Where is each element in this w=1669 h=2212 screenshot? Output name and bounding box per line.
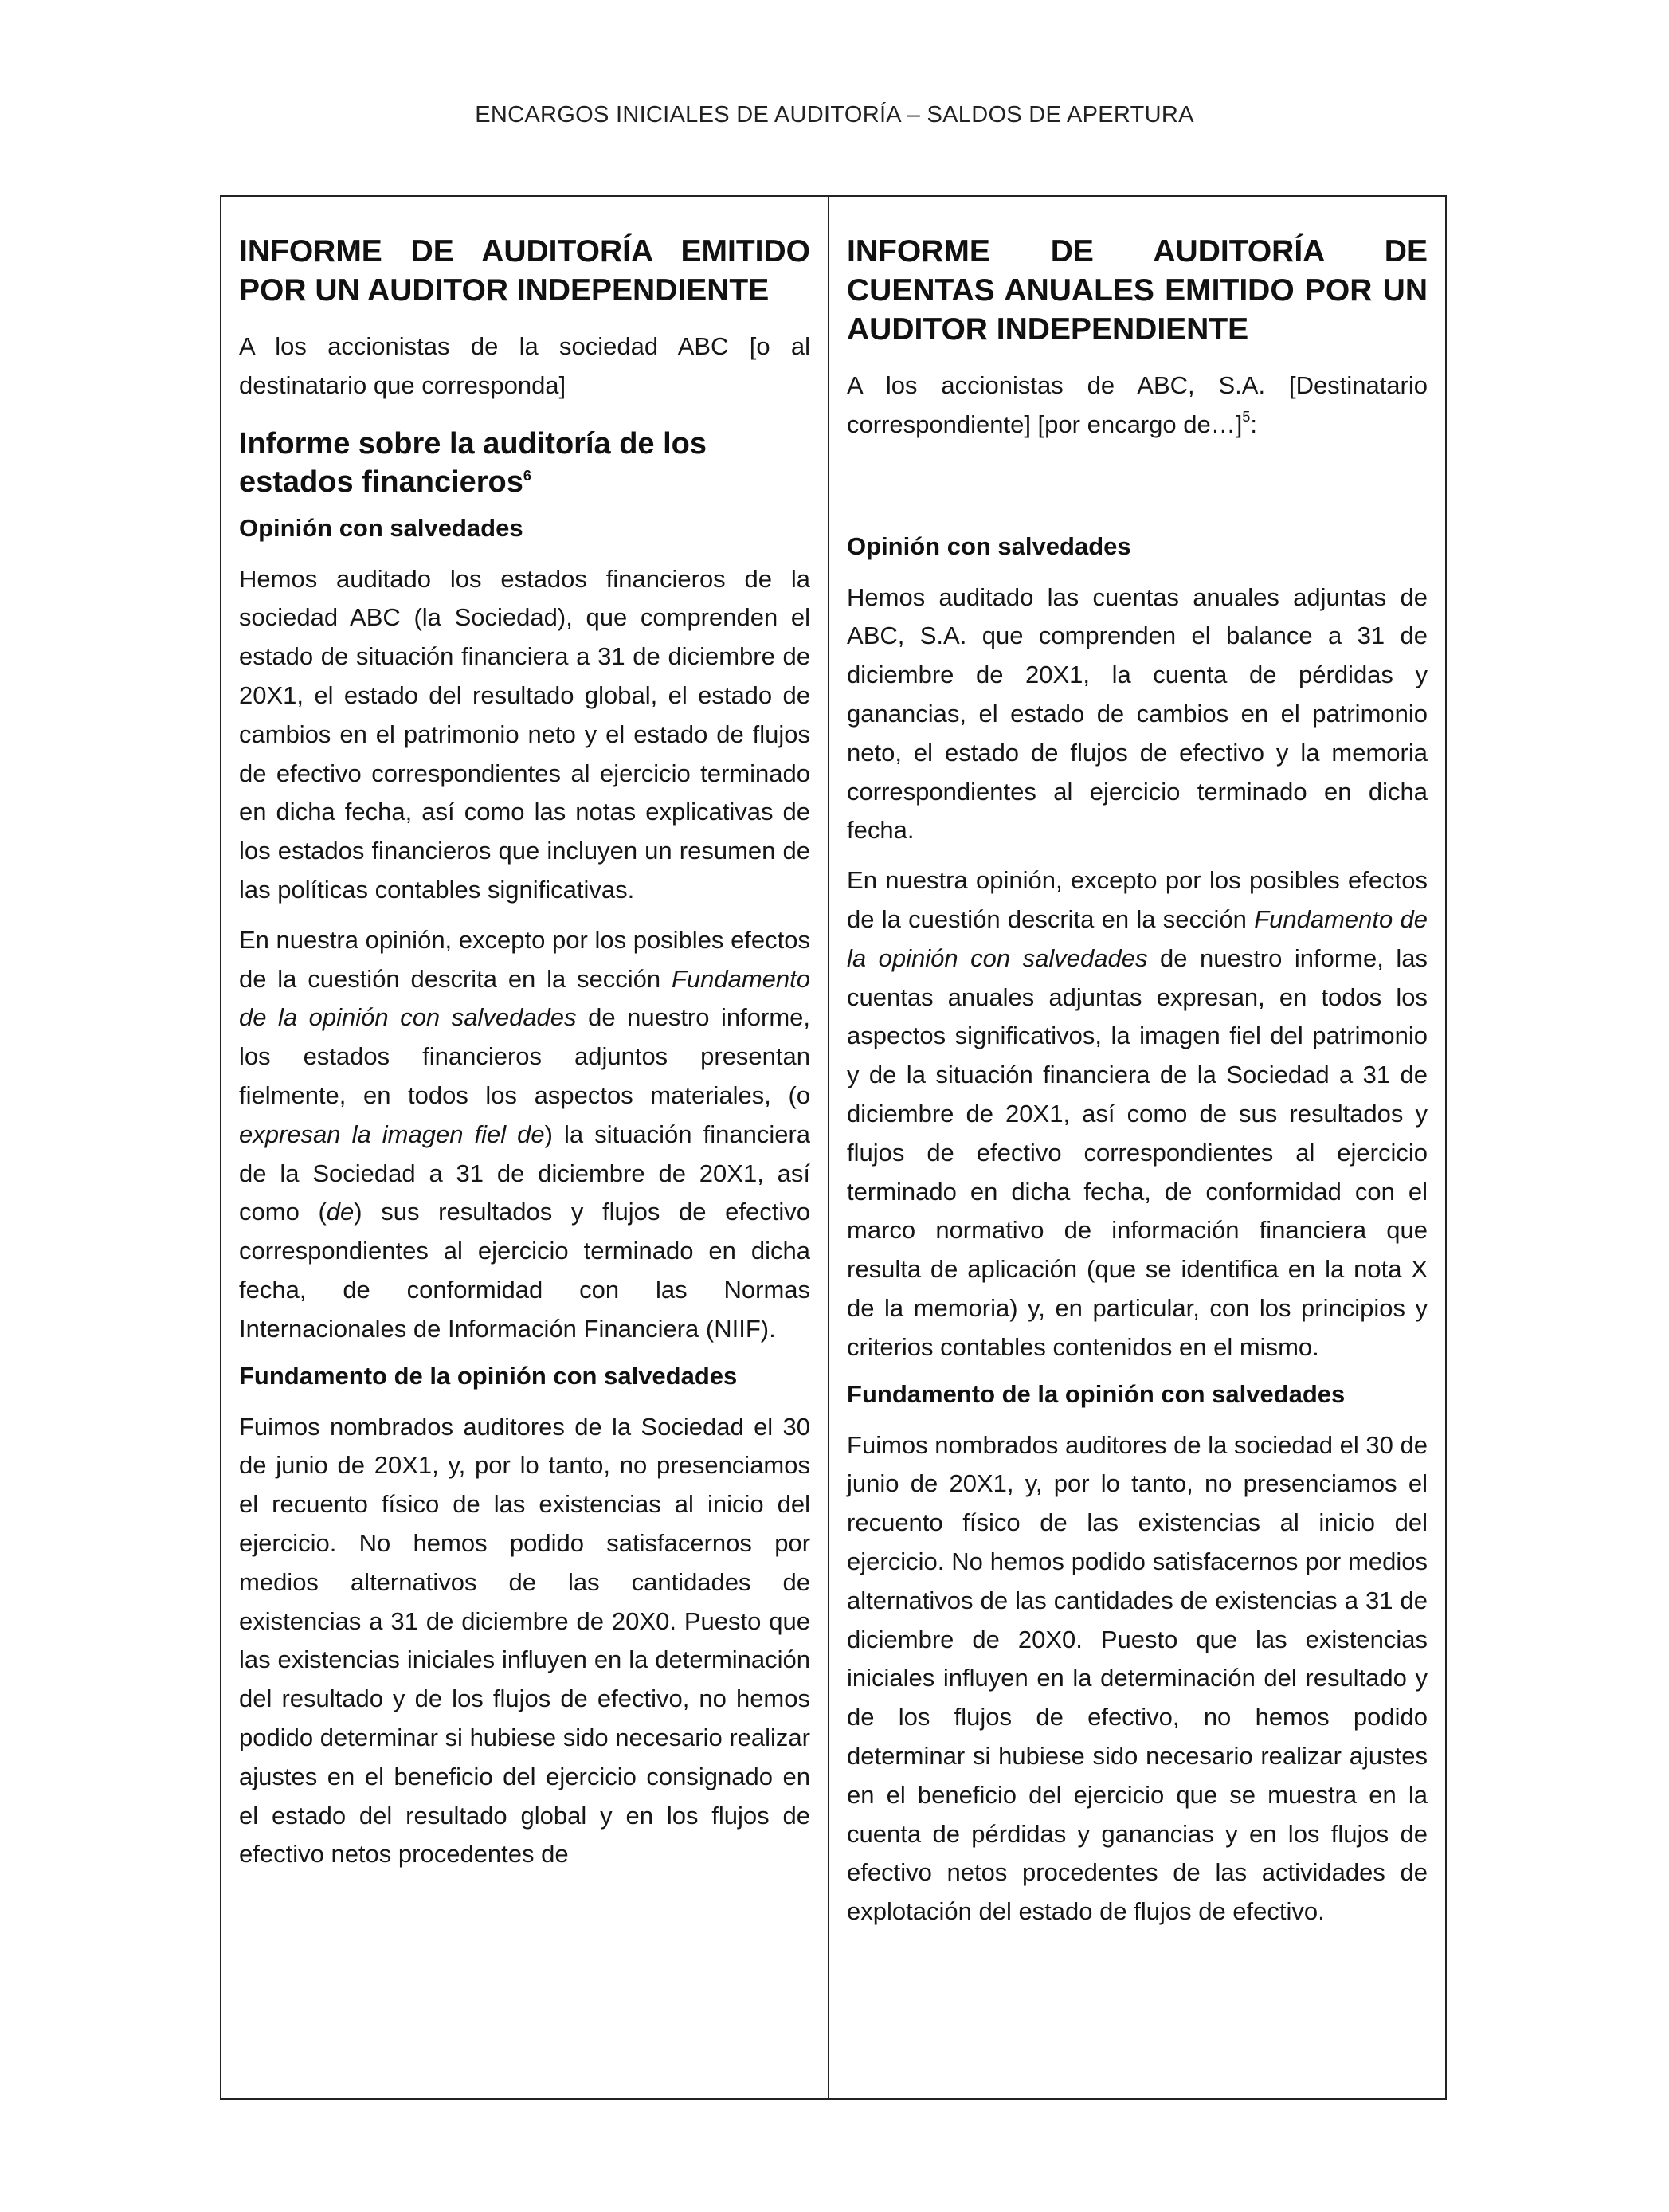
left-op2-italic-d: expresan la imagen fiel de [239,1120,545,1148]
comparison-table [220,195,1447,2100]
left-opinion-paragraph-1: Hemos auditado los estados financieros de la sociedad ABC (la Sociedad), que comprenden el estado de situación financiera a 31 de diciembre de 20X1, el estado del resultado global, el estado de cambios en el patrimonio neto y el estado de flujos de efectivo correspondientes al ejercicio terminado en dicha fecha, así como las notas explicativas de los estados financieros que incluyen un resumen de las políticas contables significativas. [239,564,811,904]
left-basis-heading: Fundamento de la opinión con salvedades [239,1361,738,1390]
left-op2-italic-f: de [326,1198,355,1226]
left-opinion-paragraph-2 [239,921,810,1349]
left-section-title-text: Informe sobre la auditoría de los estados financieros [239,426,707,499]
right-op2-text-a: En nuestra opinión, excepto por los posibles efectos de la cuestión descrita en la sección [847,866,1428,933]
right-basis-heading: Fundamento de la opinión con salvedades [847,1379,1346,1408]
left-section-title [239,425,810,501]
right-op2-text-c: de nuestro informe, las cuentas anuales adjuntas expresan, en todos los aspectos significativos, la imagen fiel del patrimonio y de la situación financiera de la Sociedad a 31 de diciembre de 20X1, así como de sus resultados y flujos de efectivo correspondientes al ejercicio terminado en dicha fecha, de conformidad con el marco normativo de información financiera que resulta de aplicación (que se identifica en la nota X de la memoria) y, en particular, con los principios y criterios contables contenidos en el mismo. [847,943,1428,1361]
right-addressee [847,367,1428,445]
left-op2-text-a: En nuestra opinión, excepto por los posibles efectos de la cuestión descrita en la sección [239,925,811,993]
right-spacer [847,464,1428,520]
right-opinion-paragraph-2 [847,861,1428,1367]
right-column [829,197,1445,2098]
left-footnote-marker: 6 [523,467,531,484]
right-addressee-text: A los accionistas de ABC, S.A. [Destinatario correspondiente] [por encargo de…] [847,371,1428,438]
right-opinion-heading: Opinión con salvedades [847,531,1131,560]
right-report-title: INFORME DE AUDITORÍA DE CUENTAS ANUALES EMITIDO POR UN AUDITOR INDEPENDIENTE [847,234,1428,347]
running-header: ENCARGOS INICIALES DE AUDITORÍA – SALDOS DE APERTURA [475,102,1194,127]
right-op2-italic-b: Fundamento de la opinión con salvedades [847,904,1428,972]
right-footnote-marker: 5 [1242,408,1251,425]
left-op2-text-c: de nuestro informe, los estados financieros adjuntos presentan fielmente, en todos los aspectos materiales, (o [239,1003,811,1109]
left-addressee: A los accionistas de la sociedad ABC [o al destinatario que corresponda] [239,332,811,399]
left-basis-paragraph: Fuimos nombrados auditores de la Sociedad el 30 de junio de 20X1, y, por lo tanto, no presenciamos el recuento físico de las existencias al inicio del ejercicio. No hemos podido satisfacernos por medios alternativos de las cantidades de existencias a 31 de diciembre de 20X0. Puesto que las existencias iniciales influyen en la determinación del resultado y de los flujos de efectivo, no hemos podido determinar si hubiese sido necesario realizar ajustes en el beneficio del ejercicio consignado en el estado del resultado global y en los flujos de efectivo netos procedentes de [239,1412,811,1869]
left-op2-text-e: ) la situación financiera de la Sociedad a 31 de diciembre de 20X1, así como ( [239,1120,811,1226]
left-opinion-heading: Opinión con salvedades [239,513,523,542]
right-addressee-colon: : [1250,410,1257,438]
left-op2-text-g: ) sus resultados y flujos de efectivo correspondientes al ejercicio terminado en dicha fecha, de conformidad con las Normas Internacionales de Información Financiera (NIIF). [239,1198,811,1343]
left-op2-italic-b: Fundamento de la opinión con salvedades [239,964,811,1032]
right-opinion-paragraph-1: Hemos auditado las cuentas anuales adjuntas de ABC, S.A. que comprenden el balance a 31 de diciembre de 20X1, la cuenta de pérdidas y ganancias, el estado de cambios en el patrimonio neto, el estado de flujos de efectivo y la memoria correspondientes al ejercicio terminado en dicha fecha. [847,582,1428,845]
left-column [221,197,829,2098]
left-report-title: INFORME DE AUDITORÍA EMITIDO POR UN AUDITOR INDEPENDIENTE [239,234,811,308]
right-basis-paragraph: Fuimos nombrados auditores de la sociedad el 30 de junio de 20X1, y, por lo tanto, no presenciamos el recuento físico de las existencias al inicio del ejercicio. No hemos podido satisfacernos por medios alternativos de las cantidades de existencias a 31 de diciembre de 20X0. Puesto que las existencias iniciales influyen en la determinación del resultado y de los flujos de efectivo, no hemos podido determinar si hubiese sido necesario realizar ajustes en el beneficio del ejercicio que se muestra en la cuenta de pérdidas y ganancias y en los flujos de efectivo netos procedentes de las actividades de explotación del estado de flujos de efectivo. [847,1430,1428,1926]
